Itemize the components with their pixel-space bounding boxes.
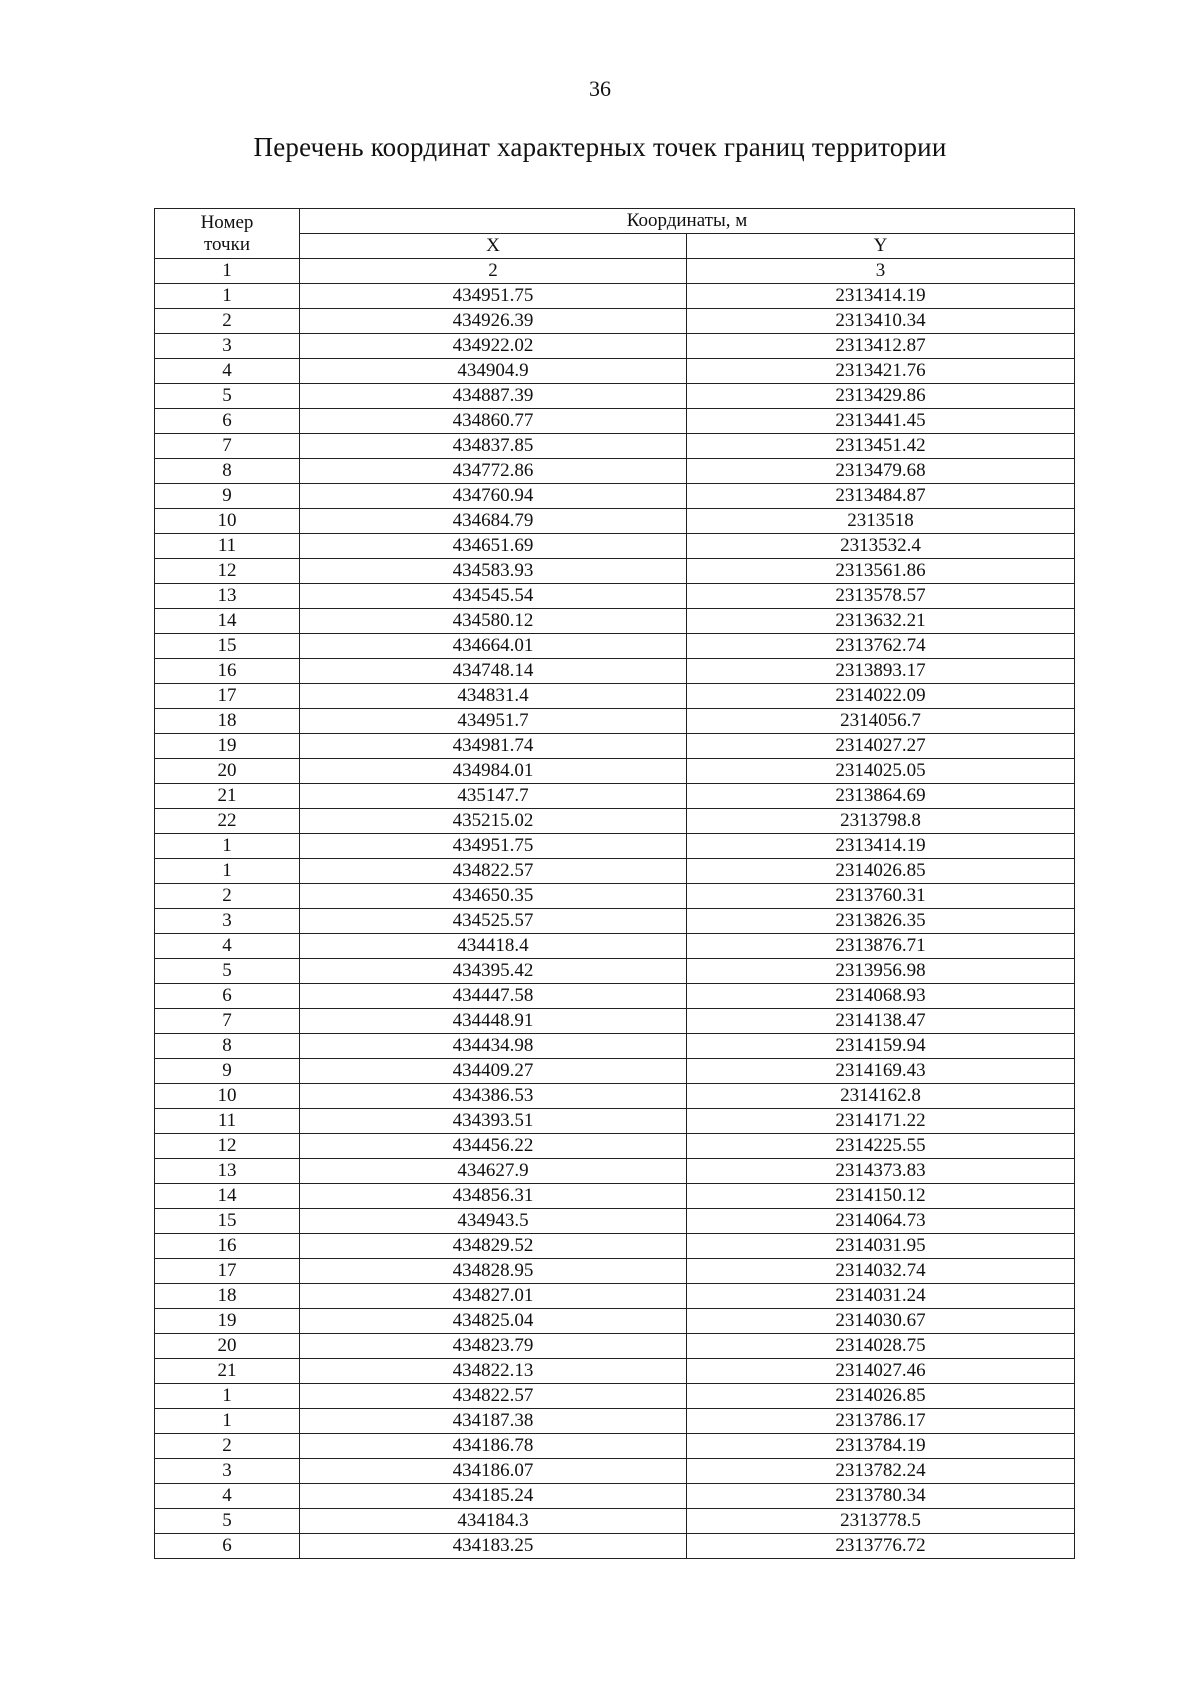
point-number-cell: 15 [155, 634, 300, 659]
point-number-cell: 16 [155, 659, 300, 684]
y-coordinate-cell: 2313414.19 [687, 284, 1075, 309]
table-row [155, 1084, 1075, 1109]
point-number-cell: 18 [155, 709, 300, 734]
x-coordinate-cell: 434984.01 [300, 759, 687, 784]
point-number-cell: 17 [155, 1259, 300, 1284]
x-coordinate-cell: 434943.5 [300, 1209, 687, 1234]
y-coordinate-cell: 2314159.94 [687, 1034, 1075, 1059]
table-row [155, 1384, 1075, 1409]
y-coordinate-cell: 2313876.71 [687, 934, 1075, 959]
x-coordinate-cell: 434627.9 [300, 1159, 687, 1184]
y-coordinate-cell: 2313762.74 [687, 634, 1075, 659]
point-number-cell: 6 [155, 984, 300, 1009]
y-coordinate-cell: 2313578.57 [687, 584, 1075, 609]
page-number: 36 [589, 76, 611, 101]
y-coordinate-cell: 2313451.42 [687, 434, 1075, 459]
x-coordinate-cell: 434772.86 [300, 459, 687, 484]
table-row [155, 1534, 1075, 1559]
x-coordinate-cell: 434760.94 [300, 484, 687, 509]
x-coordinate-cell: 434664.01 [300, 634, 687, 659]
y-coordinate-cell: 2314064.73 [687, 1209, 1075, 1234]
y-coordinate-cell: 2314032.74 [687, 1259, 1075, 1284]
x-coordinate-cell: 434409.27 [300, 1059, 687, 1084]
point-number-cell: 1 [155, 834, 300, 859]
table-row [155, 684, 1075, 709]
table-body [155, 284, 1075, 1559]
x-coordinate-cell: 434822.57 [300, 1384, 687, 1409]
y-coordinate-cell: 2313412.87 [687, 334, 1075, 359]
point-number-cell: 17 [155, 684, 300, 709]
table-row [155, 484, 1075, 509]
x-coordinate-cell: 435215.02 [300, 809, 687, 834]
x-coordinate-cell: 434395.42 [300, 959, 687, 984]
table-row [155, 334, 1075, 359]
point-number-cell: 15 [155, 1209, 300, 1234]
point-number-cell: 19 [155, 1309, 300, 1334]
table-row [155, 1109, 1075, 1134]
page-title: Перечень координат характерных точек границ территории [253, 132, 947, 162]
y-coordinate-cell: 2314026.85 [687, 1384, 1075, 1409]
table-row [155, 609, 1075, 634]
table-row [155, 959, 1075, 984]
table-row [155, 909, 1075, 934]
x-coordinate-cell: 434184.3 [300, 1509, 687, 1534]
point-number-cell: 12 [155, 559, 300, 584]
table-row [155, 634, 1075, 659]
table-row [155, 1234, 1075, 1259]
coordinates-table [154, 208, 1075, 1559]
y-coordinate-cell: 2314225.55 [687, 1134, 1075, 1159]
x-coordinate-cell: 434684.79 [300, 509, 687, 534]
point-number-cell: 1 [155, 1384, 300, 1409]
x-coordinate-cell: 434183.25 [300, 1534, 687, 1559]
x-coordinate-cell: 434545.54 [300, 584, 687, 609]
x-coordinate-cell: 434748.14 [300, 659, 687, 684]
column-index-cell: 2 [300, 259, 687, 284]
table-header [155, 209, 1075, 284]
y-coordinate-cell: 2313479.68 [687, 459, 1075, 484]
table-row [155, 559, 1075, 584]
point-number-header-line2: точки [203, 233, 250, 255]
point-number-cell: 14 [155, 1184, 300, 1209]
x-coordinate-cell: 434456.22 [300, 1134, 687, 1159]
x-coordinate-cell: 434822.13 [300, 1359, 687, 1384]
y-coordinate-cell: 2313786.17 [687, 1409, 1075, 1434]
point-number-cell: 10 [155, 509, 300, 534]
y-coordinate-cell: 2314025.05 [687, 759, 1075, 784]
y-header: Y [687, 234, 1075, 259]
point-number-cell: 16 [155, 1234, 300, 1259]
point-number-cell: 4 [155, 1484, 300, 1509]
table-row [155, 384, 1075, 409]
point-number-cell: 18 [155, 1284, 300, 1309]
x-coordinate-cell: 434580.12 [300, 609, 687, 634]
y-coordinate-cell: 2314171.22 [687, 1109, 1075, 1134]
y-coordinate-cell: 2313864.69 [687, 784, 1075, 809]
y-coordinate-cell: 2313410.34 [687, 309, 1075, 334]
x-coordinate-cell: 434825.04 [300, 1309, 687, 1334]
x-coordinate-cell: 434187.38 [300, 1409, 687, 1434]
y-coordinate-cell: 2314027.46 [687, 1359, 1075, 1384]
y-coordinate-cell: 2313956.98 [687, 959, 1075, 984]
y-coordinate-cell: 2313778.5 [687, 1509, 1075, 1534]
x-coordinate-cell: 434822.57 [300, 859, 687, 884]
y-coordinate-cell: 2313780.34 [687, 1484, 1075, 1509]
x-coordinate-cell: 434922.02 [300, 334, 687, 359]
table-row [155, 459, 1075, 484]
y-coordinate-cell: 2314027.27 [687, 734, 1075, 759]
table-row [155, 1259, 1075, 1284]
x-coordinate-cell: 434583.93 [300, 559, 687, 584]
table-row [155, 359, 1075, 384]
y-coordinate-cell: 2313784.19 [687, 1434, 1075, 1459]
table-row [155, 1009, 1075, 1034]
x-coordinate-cell: 434393.51 [300, 1109, 687, 1134]
y-coordinate-cell: 2314162.8 [687, 1084, 1075, 1109]
y-coordinate-cell: 2314169.43 [687, 1059, 1075, 1084]
x-coordinate-cell: 434828.95 [300, 1259, 687, 1284]
point-number-cell: 2 [155, 1434, 300, 1459]
table-row [155, 1434, 1075, 1459]
y-coordinate-cell: 2314028.75 [687, 1334, 1075, 1359]
y-coordinate-cell: 2314026.85 [687, 859, 1075, 884]
y-coordinate-cell: 2313893.17 [687, 659, 1075, 684]
y-coordinate-cell: 2314056.7 [687, 709, 1075, 734]
table-row [155, 284, 1075, 309]
x-header: X [300, 234, 687, 259]
x-coordinate-cell: 434837.85 [300, 434, 687, 459]
point-number-cell: 11 [155, 1109, 300, 1134]
x-coordinate-cell: 434887.39 [300, 384, 687, 409]
point-number-cell: 5 [155, 959, 300, 984]
x-coordinate-cell: 434860.77 [300, 409, 687, 434]
table-row [155, 709, 1075, 734]
x-coordinate-cell: 434904.9 [300, 359, 687, 384]
x-coordinate-cell: 434418.4 [300, 934, 687, 959]
x-coordinate-cell: 434981.74 [300, 734, 687, 759]
y-coordinate-cell: 2313532.4 [687, 534, 1075, 559]
point-number-cell: 7 [155, 1009, 300, 1034]
point-number-cell: 14 [155, 609, 300, 634]
point-number-cell: 8 [155, 1034, 300, 1059]
x-coordinate-cell: 434823.79 [300, 1334, 687, 1359]
x-coordinate-cell: 435147.7 [300, 784, 687, 809]
point-number-cell: 13 [155, 584, 300, 609]
point-number-cell: 19 [155, 734, 300, 759]
x-coordinate-cell: 434447.58 [300, 984, 687, 1009]
point-number-header-line1: Номер [200, 211, 254, 233]
coordinates-header: Координаты, м [300, 209, 1075, 234]
y-coordinate-cell: 2313782.24 [687, 1459, 1075, 1484]
point-number-cell: 1 [155, 1409, 300, 1434]
table-row [155, 584, 1075, 609]
table-row [155, 534, 1075, 559]
table-row [155, 1459, 1075, 1484]
x-coordinate-cell: 434829.52 [300, 1234, 687, 1259]
x-coordinate-cell: 434951.75 [300, 284, 687, 309]
y-coordinate-cell: 2313776.72 [687, 1534, 1075, 1559]
x-coordinate-cell: 434827.01 [300, 1284, 687, 1309]
point-number-cell: 4 [155, 934, 300, 959]
point-number-cell: 21 [155, 1359, 300, 1384]
y-coordinate-cell: 2314031.24 [687, 1284, 1075, 1309]
point-number-cell: 2 [155, 884, 300, 909]
point-number-cell: 6 [155, 409, 300, 434]
x-coordinate-cell: 434448.91 [300, 1009, 687, 1034]
point-number-cell: 9 [155, 1059, 300, 1084]
table-row [155, 409, 1075, 434]
point-number-cell: 12 [155, 1134, 300, 1159]
x-coordinate-cell: 434951.7 [300, 709, 687, 734]
table-row [155, 1184, 1075, 1209]
table-row [155, 1309, 1075, 1334]
point-number-cell: 13 [155, 1159, 300, 1184]
point-number-cell: 5 [155, 384, 300, 409]
x-coordinate-cell: 434651.69 [300, 534, 687, 559]
column-index-cell: 1 [155, 259, 300, 284]
table-row [155, 1284, 1075, 1309]
y-coordinate-cell: 2314022.09 [687, 684, 1075, 709]
table-row [155, 784, 1075, 809]
table-row [155, 1484, 1075, 1509]
table-row [155, 1159, 1075, 1184]
x-coordinate-cell: 434434.98 [300, 1034, 687, 1059]
y-coordinate-cell: 2313414.19 [687, 834, 1075, 859]
y-coordinate-cell: 2313760.31 [687, 884, 1075, 909]
y-coordinate-cell: 2314373.83 [687, 1159, 1075, 1184]
x-coordinate-cell: 434185.24 [300, 1484, 687, 1509]
point-number-cell: 3 [155, 909, 300, 934]
x-coordinate-cell: 434650.35 [300, 884, 687, 909]
y-coordinate-cell: 2314138.47 [687, 1009, 1075, 1034]
y-coordinate-cell: 2313632.21 [687, 609, 1075, 634]
table-row [155, 309, 1075, 334]
y-coordinate-cell: 2313826.35 [687, 909, 1075, 934]
y-coordinate-cell: 2313518 [687, 509, 1075, 534]
point-number-cell: 20 [155, 759, 300, 784]
point-number-cell: 11 [155, 534, 300, 559]
point-number-cell: 8 [155, 459, 300, 484]
y-coordinate-cell: 2314150.12 [687, 1184, 1075, 1209]
y-coordinate-cell: 2314068.93 [687, 984, 1075, 1009]
y-coordinate-cell: 2313421.76 [687, 359, 1075, 384]
point-number-cell: 4 [155, 359, 300, 384]
point-number-cell: 1 [155, 284, 300, 309]
column-index-cell: 3 [687, 259, 1075, 284]
point-number-cell: 3 [155, 1459, 300, 1484]
point-number-cell: 9 [155, 484, 300, 509]
table-row [155, 1059, 1075, 1084]
table-row [155, 1034, 1075, 1059]
table-row [155, 809, 1075, 834]
y-coordinate-cell: 2313429.86 [687, 384, 1075, 409]
point-number-cell: 6 [155, 1534, 300, 1559]
point-number-cell: 5 [155, 1509, 300, 1534]
x-coordinate-cell: 434926.39 [300, 309, 687, 334]
point-number-header [155, 209, 300, 259]
point-number-cell: 20 [155, 1334, 300, 1359]
point-number-cell: 3 [155, 334, 300, 359]
table-row [155, 984, 1075, 1009]
column-index-row [155, 259, 1075, 284]
x-coordinate-cell: 434525.57 [300, 909, 687, 934]
table-row [155, 509, 1075, 534]
table-row [155, 1509, 1075, 1534]
table-row [155, 734, 1075, 759]
point-number-cell: 22 [155, 809, 300, 834]
x-coordinate-cell: 434856.31 [300, 1184, 687, 1209]
point-number-cell: 21 [155, 784, 300, 809]
point-number-cell: 1 [155, 859, 300, 884]
x-coordinate-cell: 434831.4 [300, 684, 687, 709]
x-coordinate-cell: 434951.75 [300, 834, 687, 859]
table-row [155, 1209, 1075, 1234]
table-row [155, 1409, 1075, 1434]
point-number-cell: 2 [155, 309, 300, 334]
table-row [155, 1359, 1075, 1384]
y-coordinate-cell: 2313798.8 [687, 809, 1075, 834]
point-number-cell: 7 [155, 434, 300, 459]
x-coordinate-cell: 434186.78 [300, 1434, 687, 1459]
table-row [155, 1134, 1075, 1159]
table-row [155, 659, 1075, 684]
table-row [155, 859, 1075, 884]
table-row [155, 1334, 1075, 1359]
x-coordinate-cell: 434386.53 [300, 1084, 687, 1109]
table-row [155, 834, 1075, 859]
x-coordinate-cell: 434186.07 [300, 1459, 687, 1484]
table-row [155, 434, 1075, 459]
table-row [155, 884, 1075, 909]
point-number-cell: 10 [155, 1084, 300, 1109]
y-coordinate-cell: 2314031.95 [687, 1234, 1075, 1259]
y-coordinate-cell: 2314030.67 [687, 1309, 1075, 1334]
y-coordinate-cell: 2313441.45 [687, 409, 1075, 434]
table-row [155, 759, 1075, 784]
table-row [155, 934, 1075, 959]
y-coordinate-cell: 2313561.86 [687, 559, 1075, 584]
y-coordinate-cell: 2313484.87 [687, 484, 1075, 509]
